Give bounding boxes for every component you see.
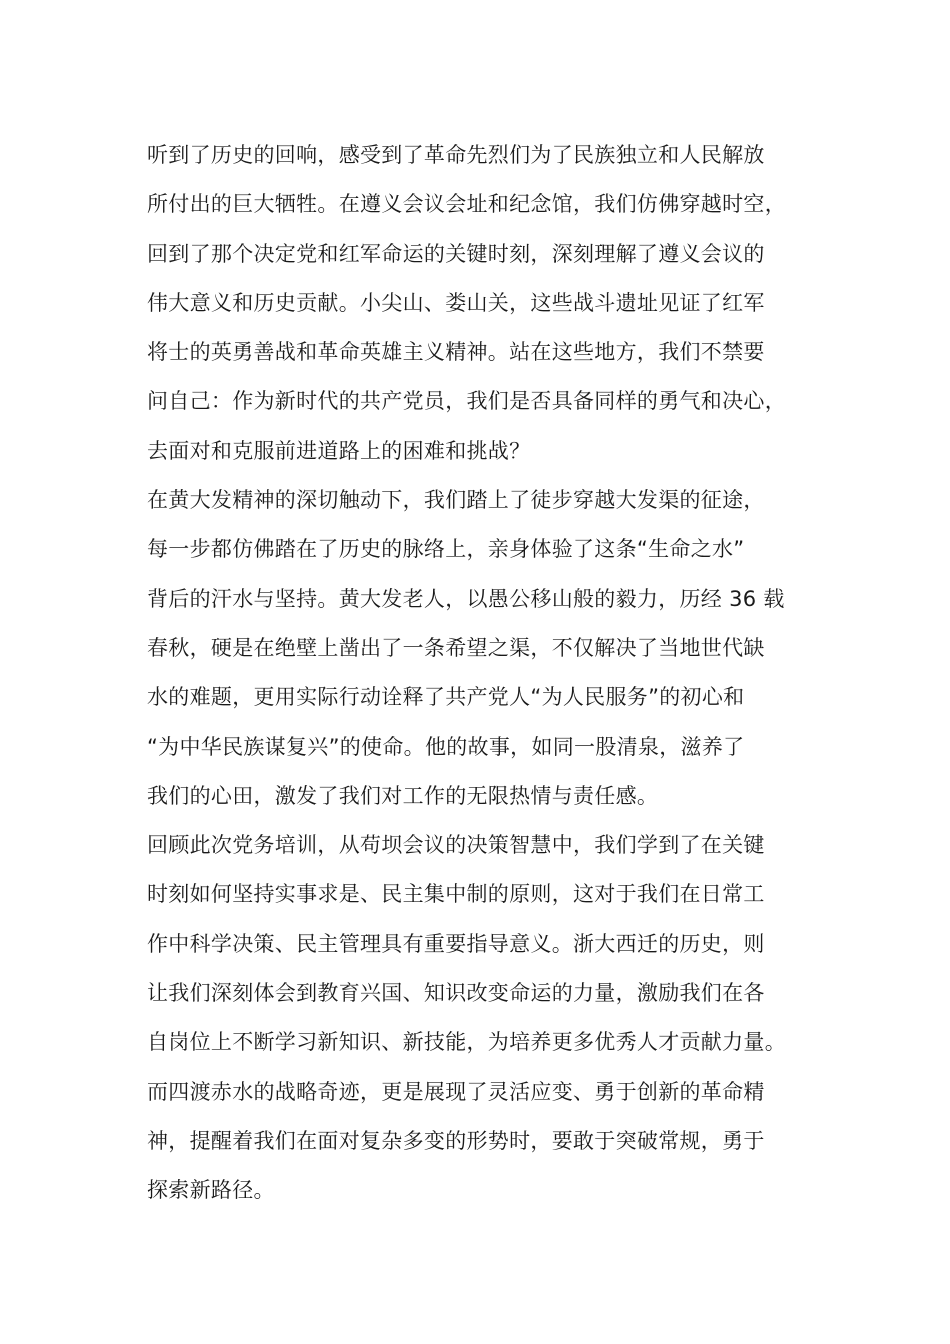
text-line: 神，提醒着我们在面对复杂多变的形势时，要敢于突破常规，勇于 bbox=[147, 1128, 765, 1153]
text-line: 探索新路径。 bbox=[147, 1178, 275, 1203]
text-line: 作中科学决策、民主管理具有重要指导意义。浙大西迁的历史，则 bbox=[147, 931, 765, 956]
body-text bbox=[147, 131, 847, 1216]
text-line: 我们的心田，激发了我们对工作的无限热情与责任感。 bbox=[147, 783, 659, 808]
text-line: 在黄大发精神的深切触动下，我们踏上了徒步穿越大发渠的征途， bbox=[147, 488, 765, 513]
text-line: 去面对和克服前进道路上的困难和挑战？ bbox=[147, 438, 531, 463]
text-line: 伟大意义和历史贡献。小尖山、娄山关，这些战斗遗址见证了红军 bbox=[147, 290, 765, 315]
text-line: 回到了那个决定党和红军命运的关键时刻，深刻理解了遵义会议的 bbox=[147, 241, 765, 266]
text-line: 回顾此次党务培训，从苟坝会议的决策智慧中，我们学到了在关键 bbox=[147, 833, 765, 858]
text-line: 时刻如何坚持实事求是、民主集中制的原则，这对于我们在日常工 bbox=[147, 882, 765, 907]
text-line: 水的难题，更用实际行动诠释了共产党人“为人民服务”的初心和 bbox=[147, 685, 745, 710]
text-line: 春秋，硬是在绝壁上凿出了一条希望之渠，不仅解决了当地世代缺 bbox=[147, 635, 765, 660]
text-line: 问自己：作为新时代的共产党员，我们是否具备同样的勇气和决心， bbox=[147, 389, 786, 414]
text-line: 让我们深刻体会到教育兴国、知识改变命运的力量，激励我们在各 bbox=[147, 981, 765, 1006]
text-line: 将士的英勇善战和革命英雄主义精神。站在这些地方，我们不禁要 bbox=[147, 340, 765, 365]
text-line: 背后的汗水与坚持。黄大发老人，以愚公移山般的毅力，历经 36 载 bbox=[147, 586, 785, 611]
text-line: “为中华民族谋复兴”的使命。他的故事，如同一股清泉，滋养了 bbox=[147, 734, 745, 759]
text-line: 听到了历史的回响，感受到了革命先烈们为了民族独立和人民解放 bbox=[147, 143, 765, 167]
text-line: 所付出的巨大牺牲。在遵义会议会址和纪念馆，我们仿佛穿越时空， bbox=[147, 192, 786, 217]
text-line: 每一步都仿佛踏在了历史的脉络上，亲身体验了这条“生命之水” bbox=[147, 537, 745, 562]
text-line: 而四渡赤水的战略奇迹，更是展现了灵活应变、勇于创新的革命精 bbox=[147, 1079, 765, 1104]
text-line: 自岗位上不断学习新知识、新技能，为培养更多优秀人才贡献力量。 bbox=[147, 1030, 786, 1055]
